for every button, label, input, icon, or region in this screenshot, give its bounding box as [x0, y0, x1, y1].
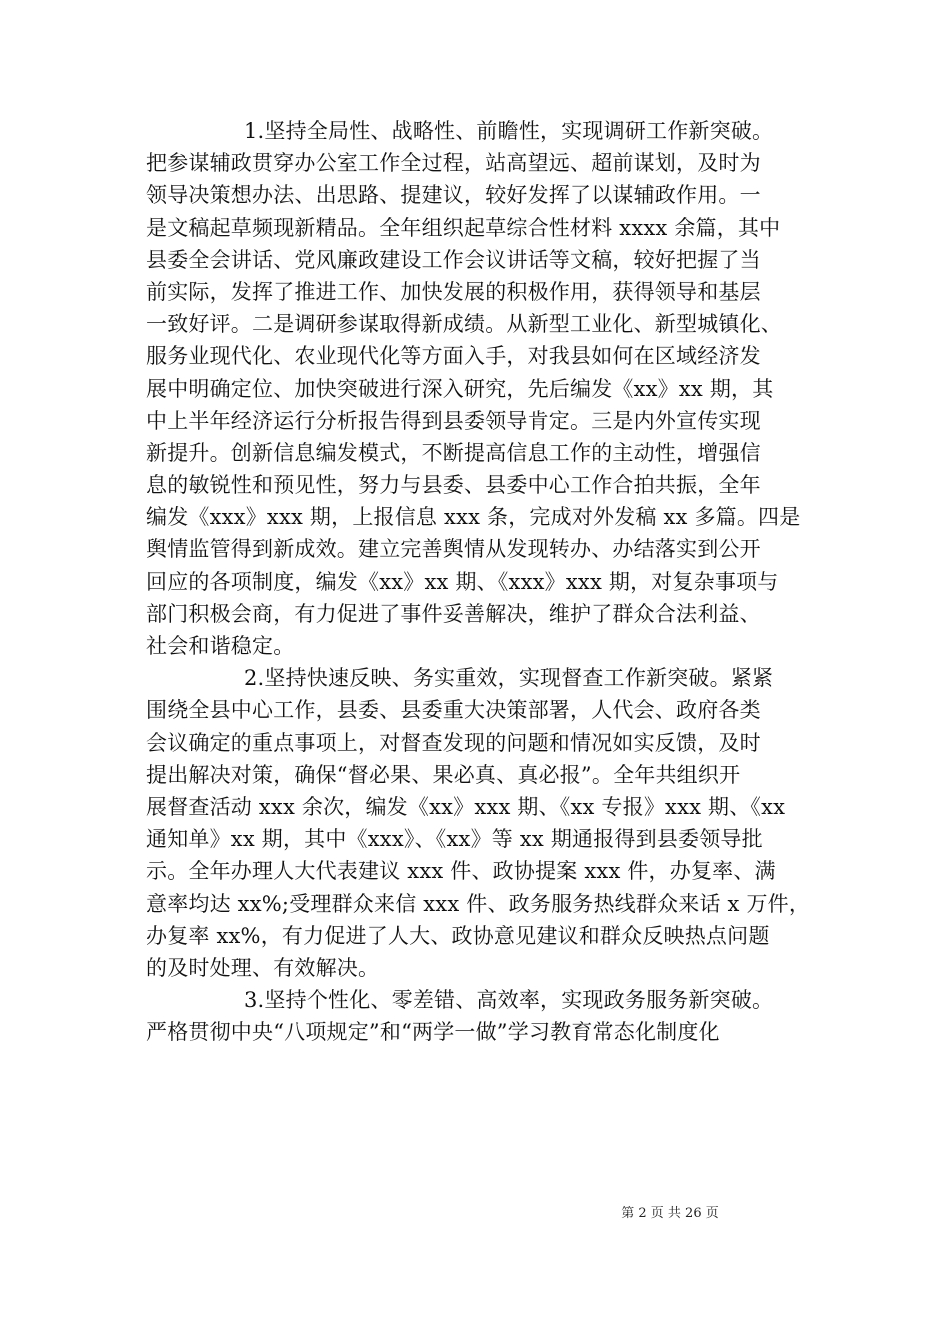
heading-item-1: 1.坚持全局性、战略性、前瞻性，实现调研工作新突破。 [244, 119, 774, 143]
text-line: 中上半年经济运行分析报告得到县委领导肯定。三是内外宣传实现 [146, 408, 761, 433]
text-line: 息的敏锐性和预见性，努力与县委、县委中心工作合拍共振，全年 [146, 473, 761, 498]
text-line: 部门积极会商，有力促进了事件妥善解决，维护了群众合法利益、 [146, 601, 761, 626]
text-line: 提出解决对策，确保“督必果、果必真、真必报”。全年共组织开 [146, 762, 741, 787]
text-line: 示。全年办理人大代表建议 xxx 件、政协提案 xxx 件，办复率、满 [146, 859, 776, 884]
text-line: 社会和谐稳定。 [146, 634, 295, 658]
text-line: 舆情监管得到新成效。建立完善舆情从发现转办、办结落实到公开 [146, 537, 761, 562]
text-line: 前实际，发挥了推进工作、加快发展的积极作用，获得领导和基层 [146, 279, 761, 304]
text-line: 新提升。创新信息编发模式，不断提高信息工作的主动性，增强信 [146, 440, 761, 465]
text-line: 的及时处理、有效解决。 [146, 955, 380, 980]
body-text [146, 115, 811, 1048]
text-line: 展中明确定位、加快突破进行深入研究，先后编发《xx》xx 期，其 [146, 376, 774, 401]
text-line: 通知单》xx 期，其中《xxx》、《xx》等 xx 期通报得到县委领导批 [146, 827, 763, 852]
text-line: 是文稿起草频现新精品。全年组织起草综合性材料 xxxx 余篇，其中 [146, 215, 781, 240]
text-line: 会议确定的重点事项上，对督查发现的问题和情况如实反馈，及时 [146, 730, 761, 755]
text-line: 县委全会讲话、党风廉政建设工作会议讲话等文稿，较好把握了当 [146, 247, 761, 272]
text-line: 编发《xxx》xxx 期，上报信息 xxx 条，完成对外发稿 xx 多篇。四是 [146, 505, 801, 530]
page-number-footer: 第 2 页 共 26 页 [621, 1206, 719, 1221]
text-line: 展督查活动 xxx 余次，编发《xx》xxx 期、《xx 专报》xxx 期、《xx [146, 794, 786, 819]
text-line: 严格贯彻中央“八项规定”和“两学一做”学习教育常态化制度化 [146, 1020, 720, 1045]
text-line: 把参谋辅政贯穿办公室工作全过程，站高望远、超前谋划，及时为 [146, 151, 761, 176]
text-line: 围绕全县中心工作，县委、县委重大决策部署，人代会、政府各类 [146, 698, 761, 723]
text-line: 服务业现代化、农业现代化等方面入手，对我县如何在区域经济发 [146, 344, 761, 369]
heading-item-3: 3.坚持个性化、零差错、高效率，实现政务服务新突破。 [244, 988, 774, 1013]
text-line: 办复率 xx%，有力促进了人大、政协意见建议和群众反映热点问题 [146, 923, 770, 948]
text-line: 回应的各项制度，编发《xx》xx 期、《xxx》xxx 期，对复杂事项与 [146, 569, 779, 594]
text-line: 领导决策想办法、出思路、提建议，较好发挥了以谋辅政作用。一 [146, 183, 761, 208]
heading-item-2: 2.坚持快速反映、务实重效，实现督查工作新突破。紧紧 [244, 666, 774, 691]
text-line: 意率均达 xx%;受理群众来信 xxx 件、政务服务热线群众来话 x 万件， [146, 891, 811, 916]
text-line: 一致好评。二是调研参谋取得新成绩。从新型工业化、新型城镇化、 [146, 312, 782, 337]
